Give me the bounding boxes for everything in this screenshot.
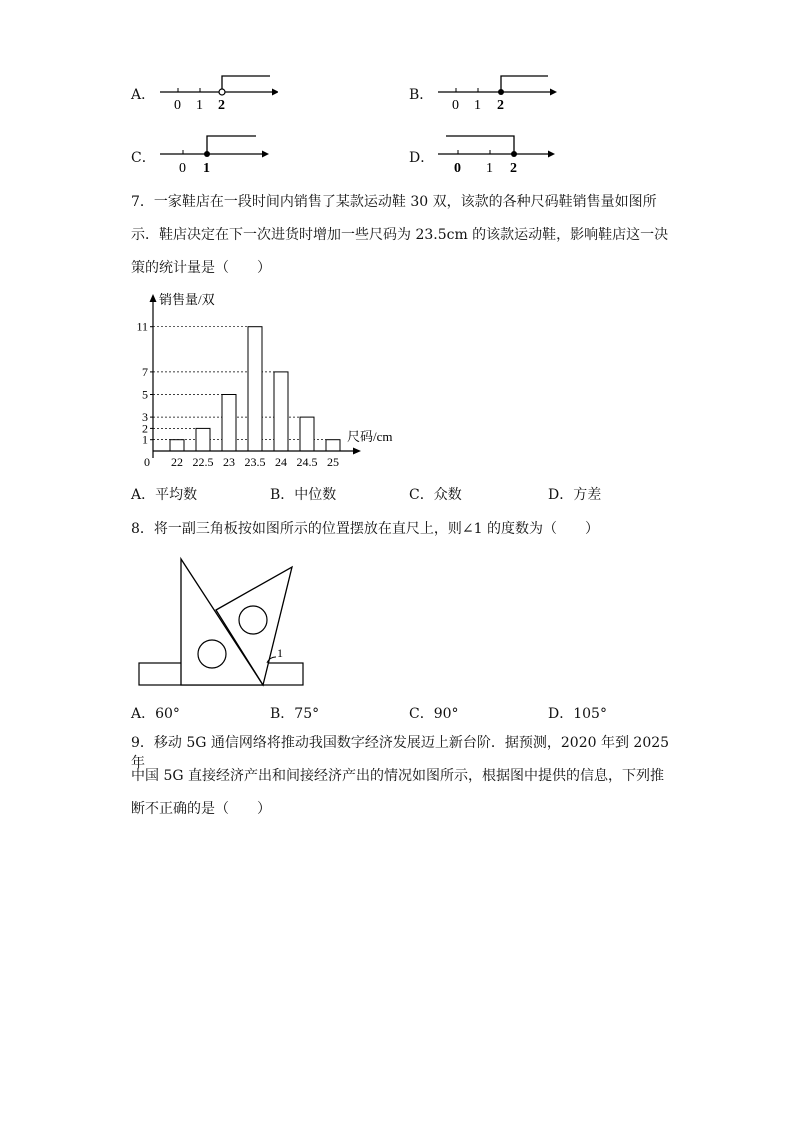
tick-label: 2 — [218, 98, 225, 113]
x-tick-label: 24 — [275, 455, 287, 469]
bar-23.5 — [248, 327, 262, 451]
bar-23 — [222, 395, 236, 452]
q7-option-d[interactable]: D．方差 — [548, 487, 602, 503]
angle-1-label: 1 — [277, 646, 283, 660]
tick-label: 0 — [174, 98, 181, 113]
number-line-c — [158, 131, 272, 177]
q7-option-c[interactable]: C．众数 — [409, 487, 462, 503]
q8-option-d[interactable]: D．105° — [548, 706, 607, 722]
y-tick-label: 11 — [136, 319, 148, 334]
q9-line-3: 断不正确的是（ ） — [131, 801, 271, 817]
triangle-ruler-figure — [138, 556, 308, 688]
y-tick-label: 2 — [142, 421, 148, 436]
q9-line-1: 9．移动 5G 通信网络将推动我国数字经济发展迈上新台阶．据预测，2020 年到 2025 年 — [131, 735, 670, 771]
y-tick-label: 3 — [142, 410, 148, 425]
q7-line-1: 7．一家鞋店在一段时间内销售了某款运动鞋 30 双，该款的各种尺码鞋销售量如图所 — [131, 194, 657, 210]
x-axis-label: 尺码/cm — [347, 429, 393, 444]
q6-option-a-letter[interactable]: A． — [131, 87, 156, 103]
q6-option-b-letter[interactable]: B． — [409, 87, 434, 103]
tick-label: 2 — [497, 98, 504, 113]
x-tick-label: 25 — [327, 455, 339, 469]
bar-22 — [170, 440, 184, 451]
x-tick-label: 23.5 — [244, 455, 266, 469]
tick-label: 1 — [474, 98, 481, 113]
number-line-d — [436, 131, 560, 177]
q8-option-b[interactable]: B．75° — [270, 706, 320, 722]
y-axis-label: 销售量/双 — [159, 292, 215, 307]
q6-option-d-letter[interactable]: D． — [409, 150, 435, 166]
tick-label: 2 — [510, 161, 517, 176]
tick-label: 0 — [454, 161, 461, 176]
q7-line-3: 策的统计量是（ ） — [131, 260, 271, 276]
sales-bar-chart — [135, 288, 415, 473]
bar-24.5 — [300, 417, 314, 451]
x-tick-label: 22.5 — [192, 455, 214, 469]
q8-option-a[interactable]: A．60° — [131, 706, 180, 722]
q7-option-a[interactable]: A．平均数 — [131, 487, 198, 503]
x-tick-label: 24.5 — [296, 455, 318, 469]
bar-22.5 — [196, 428, 210, 451]
x-tick-label: 23 — [223, 455, 235, 469]
x-tick-label: 22 — [171, 455, 183, 469]
q7-option-b[interactable]: B．中位数 — [270, 487, 337, 503]
number-line-a — [158, 70, 278, 114]
tick-label: 1 — [486, 161, 493, 176]
number-line-b — [436, 70, 560, 114]
origin-label: 0 — [144, 455, 150, 469]
y-tick-label: 1 — [142, 432, 148, 447]
y-tick-label: 5 — [142, 387, 148, 402]
y-axis-arrow — [150, 294, 157, 302]
x-axis-arrow — [353, 448, 361, 455]
q9-line-2: 中国 5G 直接经济产出和间接经济产出的情况如图所示，根据图中提供的信息，下列推 — [131, 768, 664, 784]
tick-label: 1 — [203, 161, 210, 176]
bar-24 — [274, 372, 288, 451]
y-tick-label: 7 — [142, 364, 148, 379]
bar-25 — [326, 440, 340, 451]
q6-option-c-letter[interactable]: C． — [131, 150, 156, 166]
tick-label: 1 — [196, 98, 203, 113]
q8-option-c[interactable]: C．90° — [409, 706, 459, 722]
tick-label: 0 — [452, 98, 459, 113]
tick-label: 0 — [179, 161, 186, 176]
q8-line-1: 8．将一副三角板按如图所示的位置摆放在直尺上，则∠1 的度数为（ ） — [131, 521, 599, 537]
q7-line-2: 示．鞋店决定在下一次进货时增加一些尺码为 23.5cm 的该款运动鞋，影响鞋店这一决 — [131, 227, 669, 243]
